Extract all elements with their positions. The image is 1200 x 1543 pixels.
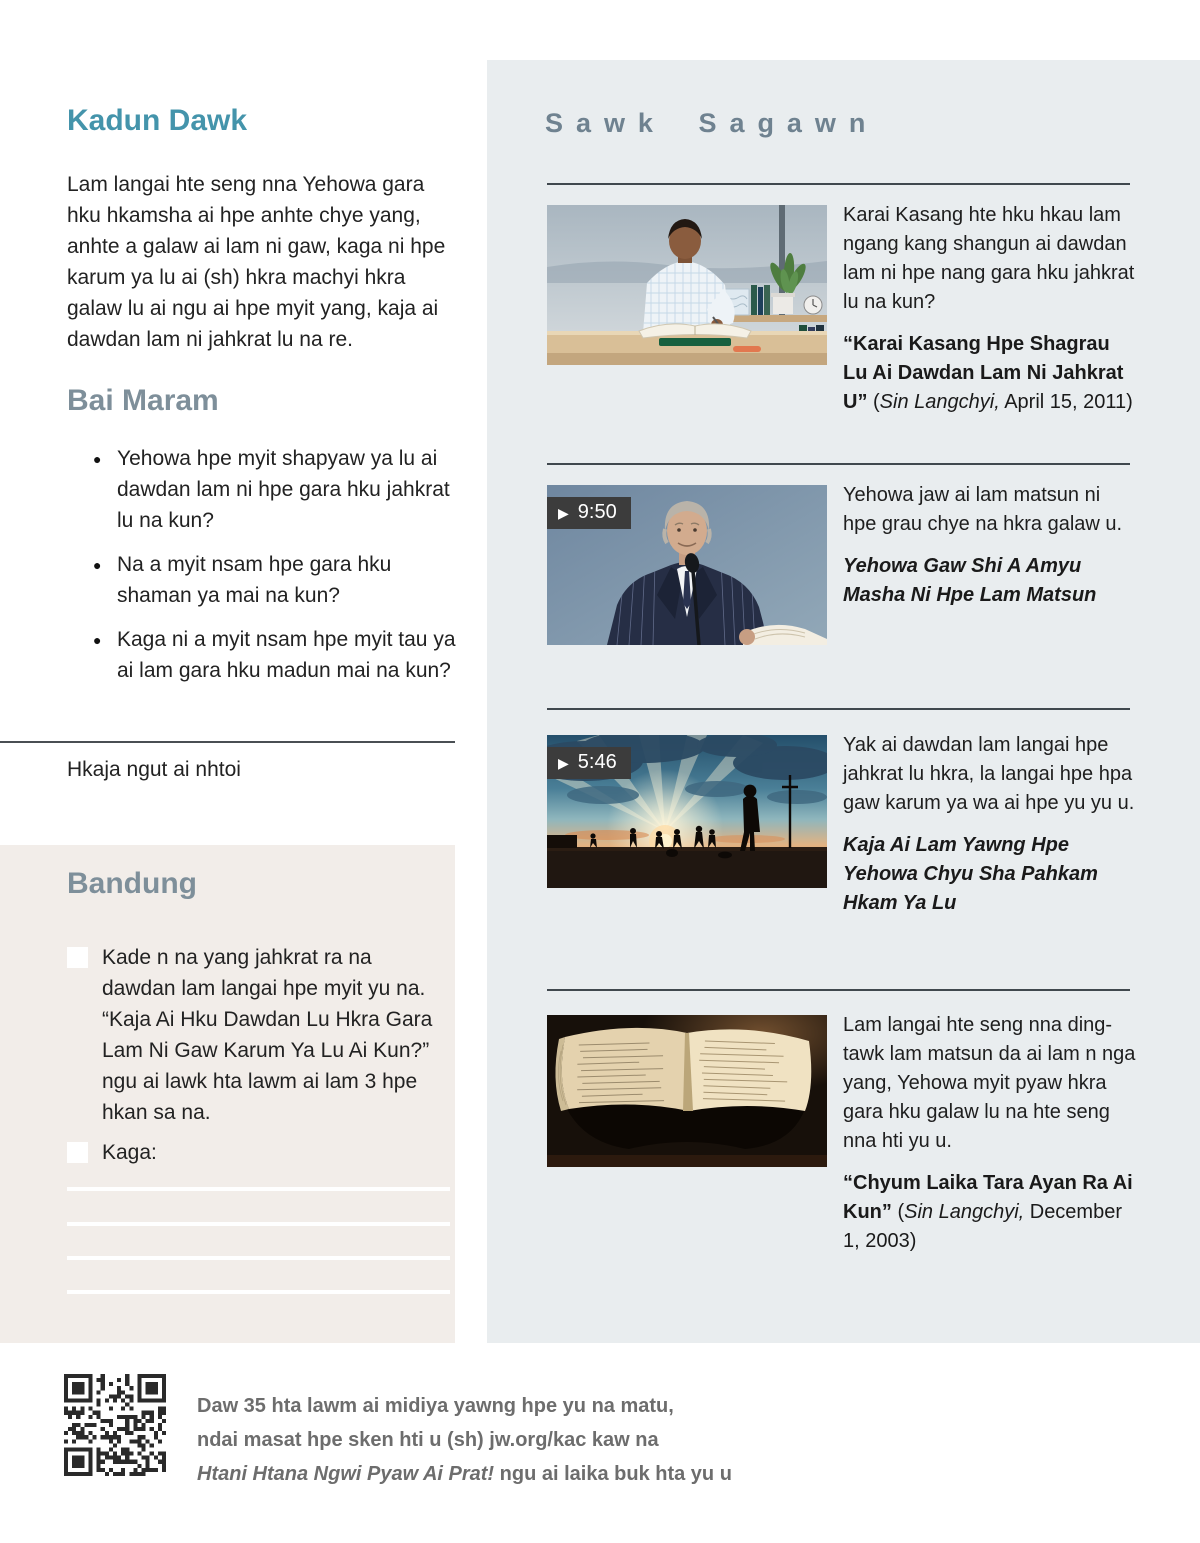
answer-line[interactable]	[67, 1222, 450, 1226]
video-duration-badge	[547, 747, 631, 779]
video-duration: 9:50	[577, 501, 617, 523]
play-icon: ▶	[558, 504, 569, 521]
section-description: Karai Kasang hte hku hkau lam ngang kang shangun ai dawdan lam ni hpe nang gara hku jahkrat lu na kun?	[843, 204, 1135, 313]
video-title: Yehowa Gaw Shi A Amyu Masha Ni Hpe Lam Matsun	[843, 555, 1097, 606]
publication-reference	[843, 1169, 1137, 1256]
intro-paragraph: Lam langai hte seng nna Yehowa gara hku hkamsha ai hpe anhte chye yang, anhte a galaw ai lam ni gaw, kaga ni hpe karum ya lu ai (sh) hkra machyi hkra galaw lu ai ngu ai hpe myit yang, kaja ai dawdan lam ni jahkrat lu na re.	[67, 173, 446, 351]
review-question: ● Kaga ni a myit nsam hpe myit tau ya ai lam gara hku madun mai na kun?	[67, 624, 457, 686]
lesson-completed-label: Hkaja ngut ai nhtoi	[67, 758, 241, 781]
video-thumbnail-sunset[interactable]	[547, 735, 827, 888]
section-rule	[547, 708, 1130, 710]
section-rule	[547, 183, 1130, 185]
checkbox[interactable]	[67, 947, 88, 968]
assignment-item-text: Kaga:	[102, 1141, 157, 1164]
study-photo	[547, 205, 827, 365]
answer-line[interactable]	[67, 1187, 450, 1191]
dig-deeper-panel	[487, 60, 1200, 1343]
footer-line	[197, 1457, 757, 1491]
open-bible-illustration	[547, 1015, 827, 1167]
reference-date: April 15, 2011)	[999, 391, 1133, 413]
video-duration: 5:46	[577, 751, 617, 773]
footer-line: ndai masat hpe sken hti u (sh) jw.org/kac kaw na	[197, 1429, 659, 1451]
assignment-item	[67, 1137, 442, 1168]
intro-heading: Kadun Dawk	[67, 104, 248, 137]
section-description: Yehowa jaw ai lam matsun ni hpe grau chye na hkra galaw u.	[843, 484, 1123, 535]
assignment-item	[67, 942, 442, 1128]
section-description: Yak ai dawdan lam langai hpe jahkrat lu hkra, la langai hpe hpa gaw karum ya wa ai hpe yu yu u.	[843, 734, 1135, 814]
divider-rule	[0, 741, 455, 743]
answer-line[interactable]	[67, 1256, 450, 1260]
section-text	[843, 201, 1137, 417]
section-text	[843, 481, 1137, 610]
answer-line[interactable]	[67, 1290, 450, 1294]
section-description: Lam langai hte seng nna dingtawk lam matsun da ai lam n nga yang, Yehowa myit pyaw hkra gara hku galaw lu na hte seng nna hti yu u.	[843, 1014, 1136, 1152]
section-text	[843, 731, 1137, 918]
section-text	[843, 1011, 1137, 1256]
review-question: ● Yehowa hpe myit shapyaw ya lu ai dawdan lam ni hpe gara hku jahkrat lu na kun?	[67, 443, 457, 536]
publication-reference	[843, 330, 1137, 417]
qr-code	[64, 1374, 166, 1476]
reference-source: Sin Langchyi,	[879, 391, 1000, 413]
review-question-list	[67, 443, 457, 686]
reference-text: (	[891, 1201, 905, 1223]
reference-title: “Chyum Laika Tara Ayan Ra Ai Kun”	[843, 1172, 1133, 1223]
assignment-item-text: Kade n na yang jahkrat ra na dawdan lam langai hpe myit yu na. “Kaja Ai Hku Dawdan Lu Hkra Gara Lam Ni Gaw Karum Ya Lu Ai Kun?” ngu ai lawk hta lawm ai lam 3 hpe hkan sa na.	[102, 946, 433, 1124]
publication-name: Htani Htana Ngwi Pyaw Ai Prat!	[197, 1463, 495, 1485]
assignment-box	[0, 845, 455, 1343]
left-column	[67, 103, 457, 699]
section-rule	[547, 989, 1130, 991]
checkbox[interactable]	[67, 1142, 88, 1163]
footer-line: Daw 35 hta lawm ai midiya yawng hpe yu na matu,	[197, 1395, 674, 1417]
review-heading: Bai Maram	[67, 384, 219, 417]
reference-text: (	[867, 391, 880, 413]
panel-heading: Sawk Sagawn	[545, 108, 879, 138]
video-title: Kaja Ai Lam Yawng Hpe Yehowa Chyu Sha Pahkam Hkam Ya Lu	[843, 834, 1098, 914]
review-question: ● Na a myit nsam hpe gara hku shaman ya mai na kun?	[67, 549, 457, 611]
play-icon: ▶	[558, 754, 569, 771]
video-duration-badge	[547, 497, 631, 529]
assignment-heading: Bandung	[67, 867, 197, 900]
man-studying-illustration	[547, 205, 827, 365]
reference-date: December 1, 2003)	[843, 1201, 1122, 1252]
bible-photo	[547, 1015, 827, 1167]
reference-title: “Karai Kasang Hpe Shagrau Lu Ai Dawdan Lam Ni Jahkrat U”	[843, 333, 1124, 413]
footer-note	[197, 1389, 757, 1491]
video-thumbnail-speaker[interactable]	[547, 485, 827, 645]
footer-line-rest: ngu ai laika buk hta yu u	[494, 1463, 732, 1485]
reference-source: Sin Langchyi,	[904, 1201, 1025, 1223]
section-rule	[547, 463, 1130, 465]
